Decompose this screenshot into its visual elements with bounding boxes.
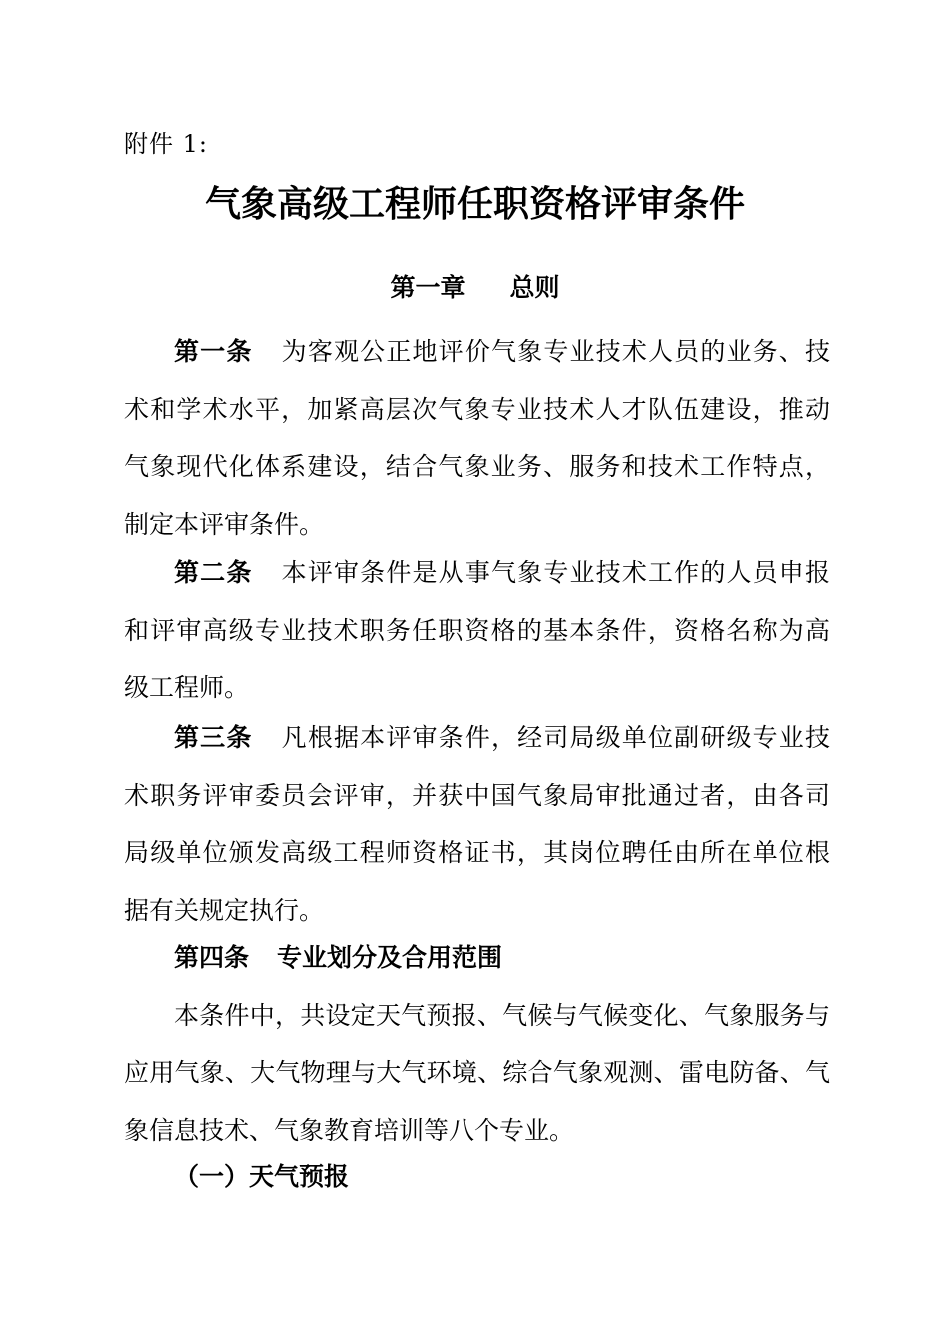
article-line: 应用气象、大气物理与大气环境、综合气象观测、雷电防备、气 [124,1058,830,1088]
article-line: 和评审高级专业技术职务任职资格的基本条件，资格名称为高 [124,615,830,645]
chapter-number: 第一章 [390,273,466,302]
article-line: 级工程师。 [124,673,250,703]
article-line: 象信息技术、气象教育培训等八个专业。 [124,1115,575,1145]
article-4 [124,929,830,1159]
article-line: 本条件中，共设定天气预报、气候与气候变化、气象服务与 [174,1000,830,1030]
document-title: 气象高级工程师任职资格评审条件 [204,183,745,225]
article-text: 本评审条件是从事气象专业技术工作的人员申报 [280,558,830,587]
article-3 [124,709,830,939]
article-line: 术和学术水平，加紧高层次气象专业技术人才队伍建设，推动 [124,394,830,424]
article-label: 第三条 [174,723,253,752]
article-2 [124,544,830,717]
attachment-label: 附件 1: [124,130,208,158]
article-line: 据有关规定执行。 [124,895,325,925]
article-heading [124,929,830,987]
chapter-heading [0,268,950,304]
article-line: 气象现代化体系建设，结合气象业务、服务和技术工作特点， [124,452,830,482]
article-line [124,709,830,767]
article-heading-text: 专业划分及合用范围 [277,943,503,972]
chapter-name: 总则 [509,273,560,302]
article-line: 制定本评审条件。 [124,509,325,539]
article-line [124,544,830,602]
article-label: 第四条 [174,943,250,972]
article-text: 凡根据本评审条件，经司局级单位副研级专业技 [280,723,830,752]
article-line [124,323,830,381]
article-text: 为客观公正地评价气象专业技术人员的业务、技 [280,337,830,366]
subsection-heading: （一）天气预报 [174,1162,350,1191]
article-1 [124,323,830,553]
article-label: 第二条 [174,558,253,587]
article-line: 局级单位颁发高级工程师资格证书，其岗位聘任由所在单位根 [124,838,830,868]
article-line: 术职务评审委员会评审，并获中国气象局审批通过者，由各司 [124,780,830,810]
article-label: 第一条 [174,337,253,366]
